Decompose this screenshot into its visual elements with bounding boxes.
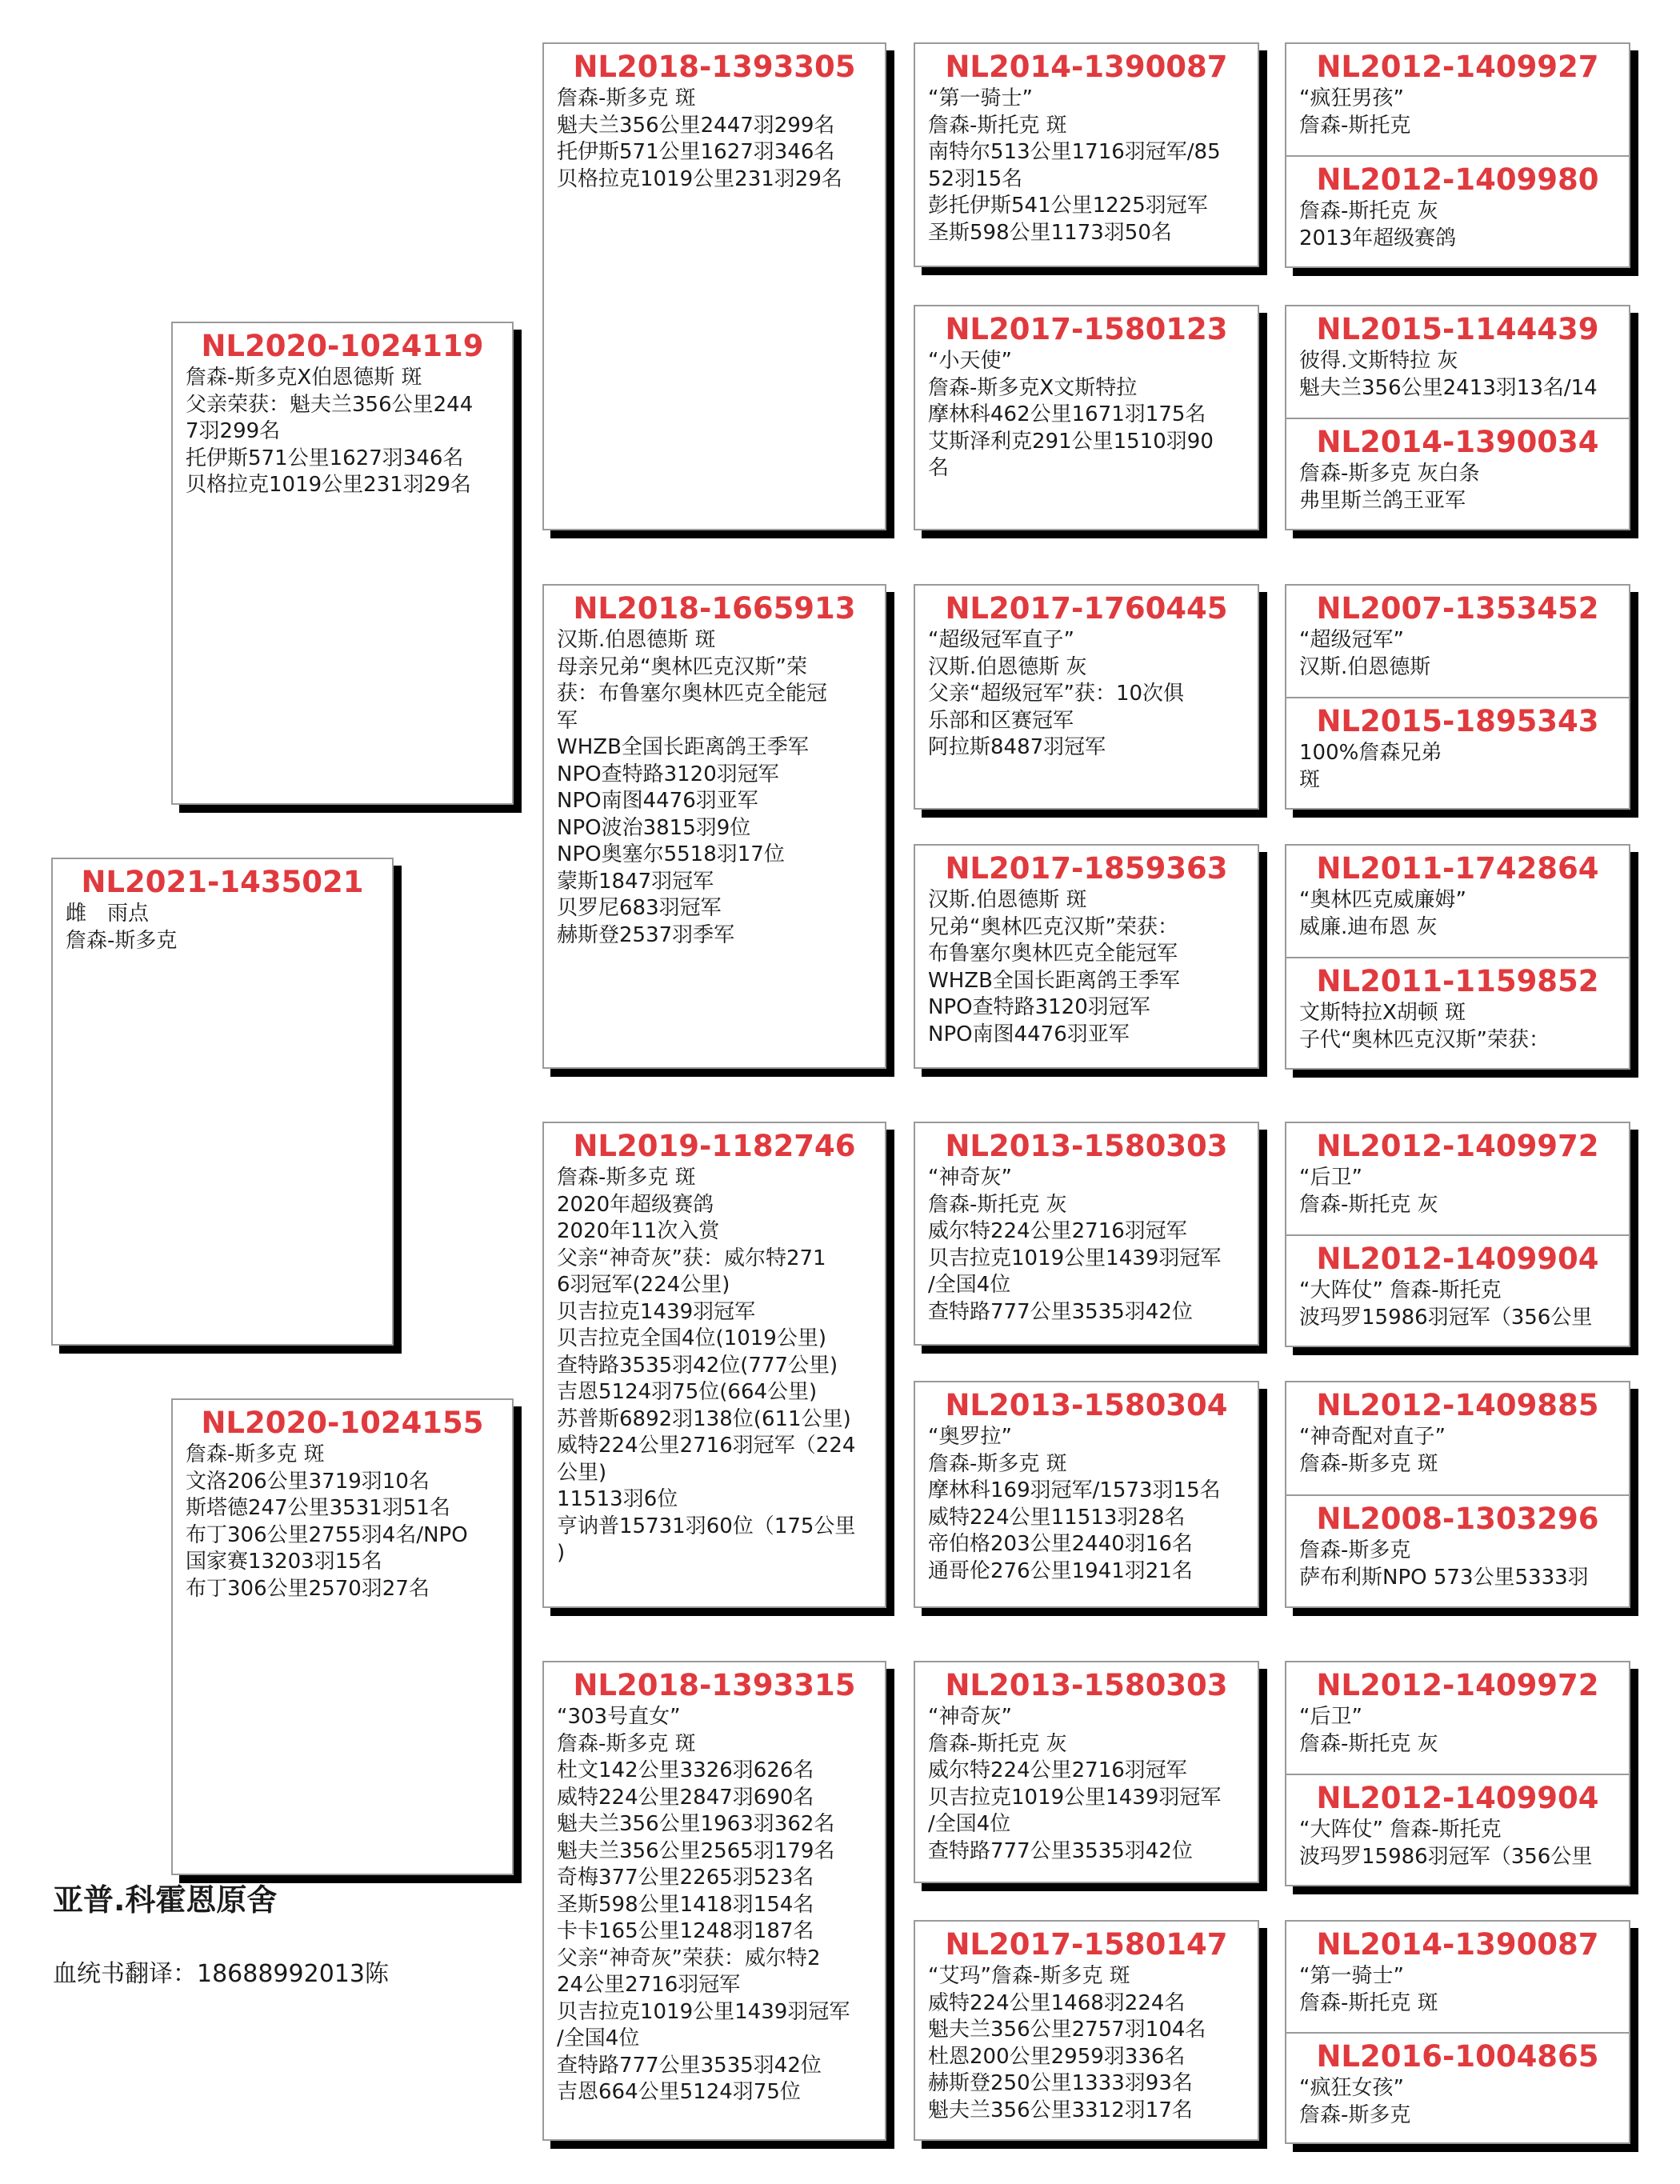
dam-dam-dam-card [914, 1920, 1259, 2141]
pedigree-entry [1286, 1382, 1629, 1494]
pigeon-detail-line: 布丁306公里2570羽27名 [186, 1576, 430, 1601]
pedigree-entry [1286, 586, 1629, 697]
pigeon-detail-line: 查特路777公里3535羽42位 [557, 2053, 822, 2078]
dam-card [171, 1398, 514, 1875]
pedigree-entry [544, 1662, 885, 2139]
pedigree-entry [915, 1662, 1258, 1882]
pigeon-detail-line: 苏普斯6892羽138位(611公里) [557, 1406, 851, 1431]
ring-number: NL2017-1580123 [945, 312, 1228, 346]
pigeon-detail-line: 彼得.文斯特拉 灰 [1299, 349, 1458, 373]
pigeon-detail-line: 文洛206公里3719羽10名 [186, 1469, 430, 1494]
pigeon-detail-line: 父亲“超级冠军”获：10次俱 [928, 682, 1185, 706]
great-grandparents-card-2 [1285, 305, 1630, 530]
ring-number: NL2020-1024119 [201, 329, 484, 363]
pigeon-detail-line: “超级冠军直子” [928, 628, 1074, 652]
pigeon-detail-line: 24公里2716羽冠军 [557, 1973, 741, 1997]
pigeon-detail-line: 布鲁塞尔奥林匹克全能冠军 [928, 942, 1178, 966]
pigeon-detail-line: 杜恩200公里2959羽336名 [928, 2044, 1186, 2069]
pigeon-detail-line: 詹森-斯托克 灰 [1299, 1192, 1438, 1217]
pedigree-entry [1286, 2032, 1629, 2142]
ring-number: NL2012-1409972 [1316, 1668, 1599, 1702]
great-grandparents-card-5 [1285, 1122, 1630, 1347]
pigeon-detail-line: “第一骑士” [1299, 1964, 1404, 1988]
pedigree-entry [544, 1123, 885, 1606]
pigeon-detail-line: 魁夫兰356公里2447羽299名 [557, 113, 835, 138]
pigeon-detail-line: “神奇灰” [928, 1705, 1012, 1729]
pedigree-entry [173, 1400, 512, 1874]
pigeon-detail-line: “疯狂女孩” [1299, 2076, 1404, 2100]
pedigree-entry [915, 44, 1258, 266]
pigeon-detail-line: 詹森-斯多克 [66, 928, 178, 953]
pigeon-detail-line: 赫斯登2537羽季军 [557, 922, 735, 947]
pigeon-detail-line: 詹森-斯托克 斑 [1299, 1990, 1438, 2015]
pedigree-entry [1286, 44, 1629, 155]
pigeon-detail-line: /全国4位 [928, 1273, 1011, 1297]
great-grandparents-card-3 [1285, 584, 1630, 810]
pigeon-detail-line: NPO奥塞尔5518羽17位 [557, 842, 785, 866]
pedigree-entry [173, 323, 512, 803]
pigeon-detail-line: 汉斯.伯恩德斯 斑 [928, 888, 1087, 912]
ring-number: NL2008-1303296 [1316, 1502, 1599, 1536]
translator-contact: 血统书翻译：18688992013陈 [53, 1960, 389, 1988]
pigeon-detail-line: 艾斯泽利克291公里1510羽90 [928, 429, 1214, 454]
pigeon-detail-line: 吉恩5124羽75位(664公里) [557, 1380, 818, 1404]
dam-sire-sire-card [914, 1122, 1259, 1346]
pigeon-detail-line: 公里) [557, 1460, 607, 1485]
pigeon-detail-line: 詹森-斯多克 [1299, 2102, 1411, 2127]
great-grandparents-card-4 [1285, 844, 1630, 1070]
pedigree-entry [1286, 1234, 1629, 1346]
pigeon-detail-line: 赫斯登250公里1333羽93名 [928, 2071, 1193, 2095]
pigeon-detail-line: 汉斯.伯恩德斯 灰 [928, 654, 1087, 679]
ring-number: NL2012-1409927 [1316, 50, 1599, 84]
sire-dam-dam-card [914, 844, 1259, 1069]
pedigree-entry [1286, 306, 1629, 418]
pigeon-detail-line: “后卫” [1299, 1166, 1362, 1190]
pigeon-detail-line: 布丁306公里2755羽4名/NPO [186, 1522, 468, 1547]
ring-number: NL2016-1004865 [1316, 2039, 1599, 2074]
ring-number: NL2011-1159852 [1316, 964, 1599, 998]
pigeon-detail-line: “大阵仗” 詹森-斯托克 [1299, 1278, 1502, 1302]
pigeon-detail-line: 汉斯.伯恩德斯 斑 [557, 628, 716, 652]
sire-dam-sire-card [914, 584, 1259, 810]
pigeon-detail-line: 贝吉拉克全国4位(1019公里) [557, 1326, 826, 1350]
pigeon-detail-line: WHZB全国长距离鸽王季军 [928, 968, 1180, 993]
ring-number: NL2019-1182746 [573, 1129, 856, 1163]
pigeon-detail-line: 贝吉拉克1019公里1439羽冠军 [928, 1785, 1222, 1810]
pigeon-detail-line: 贝格拉克1019公里231羽29名 [557, 166, 842, 191]
ring-number: NL2012-1409885 [1316, 1388, 1599, 1422]
pigeon-detail-line: 52羽15名 [928, 166, 1023, 191]
pigeon-detail-line: 南特尔513公里1716羽冠军/85 [928, 140, 1221, 164]
ring-number: NL2018-1393305 [573, 50, 856, 84]
pigeon-detail-line: 卡卡165公里1248羽187名 [557, 1919, 814, 1943]
pigeon-detail-line: 詹森-斯托克 [1299, 113, 1411, 138]
pigeon-detail-line: 圣斯598公里1418羽154名 [557, 1892, 814, 1917]
pigeon-detail-line: 詹森-斯多克 斑 [557, 1166, 696, 1190]
sire-sire-dam-card [914, 305, 1259, 530]
pigeon-detail-line: 国家赛13203羽15名 [186, 1550, 382, 1574]
pigeon-detail-line: 詹森-斯托克 灰 [1299, 1731, 1438, 1756]
pigeon-detail-line: 6羽冠军(224公里) [557, 1273, 730, 1297]
pigeon-detail-line: 100%詹森兄弟 [1299, 741, 1442, 765]
pigeon-detail-line: 威廉.迪布恩 灰 [1299, 914, 1438, 939]
pigeon-detail-line: 波玛罗15986羽冠军（356公里 [1299, 1844, 1593, 1869]
pigeon-detail-line: NPO查特路3120羽冠军 [557, 762, 779, 786]
ring-number: NL2007-1353452 [1316, 591, 1599, 626]
ring-number: NL2013-1580303 [945, 1668, 1228, 1702]
pigeon-detail-line: 父亲“神奇灰”荣获：威尔特2 [557, 1946, 821, 1970]
pigeon-detail-line: 2020年11次入赏 [557, 1219, 720, 1243]
pigeon-detail-line: 2013年超级赛鸽 [1299, 226, 1457, 250]
ring-number: NL2017-1859363 [945, 851, 1228, 886]
ring-number: NL2015-1144439 [1316, 312, 1599, 346]
pigeon-detail-line: 弗里斯兰鸽王亚军 [1299, 488, 1466, 513]
dam-sire-card [542, 1122, 886, 1608]
pigeon-detail-line: 通哥伦276公里1941羽21名 [928, 1558, 1193, 1583]
great-grandparents-card-8 [1285, 1920, 1630, 2144]
ring-number: NL2021-1435021 [81, 865, 364, 899]
pigeon-detail-line: NPO南图4476羽亚军 [557, 789, 758, 813]
pigeon-detail-line: “303号直女” [557, 1705, 681, 1729]
pigeon-detail-line: 魁夫兰356公里2757羽104名 [928, 2018, 1206, 2042]
pigeon-detail-line: 詹森-斯多克 灰白条 [1299, 462, 1480, 486]
pigeon-detail-line: 威尔特224公里2716羽冠军 [928, 1758, 1187, 1782]
pigeon-detail-line: 蒙斯1847羽冠军 [557, 869, 714, 894]
pigeon-detail-line: 威特224公里2716羽冠军（224 [557, 1434, 856, 1458]
dam-dam-card [542, 1661, 886, 2141]
great-grandparents-card-7 [1285, 1661, 1630, 1886]
pigeon-detail-line: “大阵仗” 詹森-斯托克 [1299, 1818, 1502, 1842]
pedigree-entry [1286, 1123, 1629, 1234]
pedigree-entry [1286, 1662, 1629, 1774]
pigeon-detail-line: 魁夫兰356公里1963羽362名 [557, 1812, 835, 1836]
pigeon-detail-line: 父亲“神奇灰”获：威尔特271 [557, 1246, 826, 1270]
pigeon-detail-line: 斯塔德247公里3531羽51名 [186, 1496, 450, 1520]
pigeon-detail-line: 父亲荣获：魁夫兰356公里244 [186, 392, 474, 417]
pigeon-detail-line: 詹森-斯多克 斑 [557, 1731, 696, 1756]
pigeon-detail-line: 母亲兄弟“奥林匹克汉斯”荣 [557, 654, 807, 679]
pigeon-detail-line: 詹森-斯托克 灰 [928, 1731, 1067, 1756]
dam-sire-dam-card [914, 1381, 1259, 1608]
pedigree-entry [53, 859, 392, 1344]
pigeon-detail-line: 7羽299名 [186, 419, 281, 443]
pigeon-detail-line: 名 [928, 456, 950, 480]
pigeon-detail-line: 詹森-斯托克 灰 [1299, 199, 1438, 223]
pigeon-detail-line: 詹森-斯托克 斑 [928, 113, 1067, 138]
pigeon-detail-line: 詹森-斯多克 斑 [928, 1451, 1067, 1476]
pigeon-detail-line: NPO南图4476羽亚军 [928, 1022, 1130, 1046]
pigeon-detail-line: 兄弟“奥林匹克汉斯”荣获： [928, 914, 1178, 939]
ring-number: NL2014-1390034 [1316, 425, 1599, 459]
pigeon-detail-line: 奇梅377公里2265羽523名 [557, 1866, 814, 1890]
pigeon-detail-line: 威特224公里2847羽690名 [557, 1785, 814, 1810]
pedigree-entry [1286, 957, 1629, 1068]
pigeon-detail-line: 杜文142公里3326羽626名 [557, 1758, 814, 1782]
pedigree-entry [1286, 846, 1629, 957]
pigeon-detail-line: 贝吉拉克1439羽冠军 [557, 1299, 756, 1324]
ring-number: NL2017-1760445 [945, 591, 1228, 626]
pigeon-detail-line: 亨讷普15731羽60位（175公里 [557, 1514, 856, 1538]
pigeon-detail-line: 波玛罗15986羽冠军（356公里 [1299, 1305, 1593, 1330]
dam-dam-sire-card [914, 1661, 1259, 1883]
pigeon-detail-line: 詹森-斯多克X文斯特拉 [928, 375, 1138, 400]
sire-sire-sire-card [914, 42, 1259, 267]
ring-number: NL2012-1409972 [1316, 1129, 1599, 1163]
ring-number: NL2014-1390087 [1316, 1927, 1599, 1962]
pigeon-detail-line: 萨布利斯NPO 573公里5333羽 [1299, 1565, 1589, 1590]
ring-number: NL2012-1409904 [1316, 1242, 1599, 1276]
pigeon-detail-line: 2020年超级赛鸽 [557, 1192, 714, 1217]
pigeon-detail-line: 帝伯格203公里2440羽16名 [928, 1532, 1193, 1556]
ring-number: NL2018-1393315 [573, 1668, 856, 1702]
loft-name: 亚普.科霍恩原舍 [53, 1882, 278, 1918]
ring-number: NL2015-1895343 [1316, 704, 1599, 738]
pigeon-detail-line: 詹森-斯托克 灰 [928, 1192, 1067, 1217]
pigeon-detail-line: /全国4位 [557, 2026, 640, 2050]
pigeon-detail-line: /全国4位 [928, 1812, 1011, 1836]
ring-number: NL2013-1580303 [945, 1129, 1228, 1163]
pedigree-entry [915, 586, 1258, 808]
ring-number: NL2018-1665913 [573, 591, 856, 626]
pigeon-detail-line: 彭托伊斯541公里1225羽冠军 [928, 194, 1208, 218]
pedigree-entry [1286, 1494, 1629, 1606]
pigeon-detail-line: “神奇配对直子” [1299, 1425, 1446, 1449]
pigeon-detail-line: 查特路777公里3535羽42位 [928, 1299, 1193, 1324]
pigeon-detail-line: 吉恩664公里5124羽75位 [557, 2080, 801, 2104]
pigeon-detail-line: 文斯特拉X胡顿 斑 [1299, 1001, 1466, 1025]
pigeon-detail-line: WHZB全国长距离鸽王季军 [557, 735, 809, 759]
ring-number: NL2011-1742864 [1316, 851, 1599, 886]
pigeon-detail-line: “艾玛”詹森-斯多克 斑 [928, 1964, 1130, 1988]
ring-number: NL2014-1390087 [945, 50, 1228, 84]
sire-card [171, 322, 514, 805]
pigeon-detail-line: 获：布鲁塞尔奥林匹克全能冠 [557, 682, 828, 706]
pigeon-detail-line: NPO波治3815羽9位 [557, 815, 751, 840]
pigeon-detail-line: 魁夫兰356公里2565羽179名 [557, 1838, 835, 1863]
pigeon-detail-line: 詹森-斯多克 斑 [557, 86, 696, 110]
ring-number: NL2017-1580147 [945, 1927, 1228, 1962]
pedigree-entry [915, 306, 1258, 529]
pigeon-detail-line: 子代“奥林匹克汉斯”荣获： [1299, 1027, 1550, 1052]
pigeon-detail-line: 威尔特224公里2716羽冠军 [928, 1219, 1187, 1243]
pedigree-entry [1286, 1922, 1629, 2032]
ring-number: NL2013-1580304 [945, 1388, 1228, 1422]
pigeon-detail-line: “奥罗拉” [928, 1425, 1012, 1449]
pigeon-detail-line: ) [557, 1541, 566, 1565]
pigeon-detail-line: 贝吉拉克1019公里1439羽冠军 [928, 1246, 1222, 1270]
ring-number: NL2012-1409904 [1316, 1781, 1599, 1815]
pigeon-detail-line: “神奇灰” [928, 1166, 1012, 1190]
pedigree-entry [544, 44, 885, 529]
subject-pigeon-card [51, 858, 394, 1346]
pigeon-detail-line: 查特路3535羽42位(777公里) [557, 1353, 838, 1378]
pigeon-detail-line: “小天使” [928, 349, 1012, 373]
pigeon-detail-line: 斑 [1299, 767, 1321, 792]
pedigree-entry [1286, 1774, 1629, 1885]
pigeon-detail-line: 摩林科462公里1671羽175名 [928, 402, 1206, 426]
pedigree-entry [915, 1123, 1258, 1344]
ring-number: NL2020-1024155 [201, 1406, 484, 1440]
pigeon-detail-line: 贝吉拉克1019公里1439羽冠军 [557, 1999, 850, 2024]
pigeon-detail-line: “超级冠军” [1299, 628, 1404, 652]
pigeon-detail-line: 魁夫兰356公里3312羽17名 [928, 2098, 1193, 2122]
pigeon-detail-line: 11513羽6位 [557, 1487, 678, 1511]
pedigree-entry [915, 846, 1258, 1067]
pedigree-entry [1286, 418, 1629, 529]
pigeon-detail-line: 汉斯.伯恩德斯 [1299, 654, 1431, 679]
pedigree-entry [915, 1382, 1258, 1606]
pigeon-detail-line: 威特224公里1468羽224名 [928, 1990, 1186, 2015]
pigeon-detail-line: “第一骑士” [928, 86, 1033, 110]
pigeon-detail-line: 詹森-斯多克X伯恩德斯 斑 [186, 366, 422, 390]
sire-sire-card [542, 42, 886, 530]
pigeon-detail-line: 摩林科169羽冠军/1573羽15名 [928, 1478, 1221, 1502]
sire-dam-card [542, 584, 886, 1069]
pigeon-detail-line: 威特224公里11513羽28名 [928, 1505, 1186, 1530]
pigeon-detail-line: 查特路777公里3535羽42位 [928, 1838, 1193, 1863]
pigeon-detail-line: NPO查特路3120羽冠军 [928, 995, 1150, 1019]
pigeon-detail-line: 詹森-斯多克 斑 [186, 1442, 325, 1466]
pigeon-detail-line: “奥林匹克威廉姆” [1299, 888, 1466, 912]
pigeon-detail-line: 托伊斯571公里1627羽346名 [186, 446, 464, 470]
ring-number: NL2012-1409980 [1316, 162, 1599, 197]
pedigree-entry [915, 1922, 1258, 2139]
pigeon-detail-line: 魁夫兰356公里2413羽13名/14 [1299, 375, 1598, 400]
pigeon-detail-line: 军 [557, 708, 578, 733]
pigeon-detail-line: 乐部和区赛冠军 [928, 708, 1074, 733]
pigeon-detail-line: 詹森-斯多克 [1299, 1538, 1411, 1562]
pedigree-entry [1286, 697, 1629, 808]
pigeon-detail-line: 贝罗尼683羽冠军 [557, 896, 722, 920]
pigeon-detail-line: “疯狂男孩” [1299, 86, 1404, 110]
pigeon-detail-line: 贝格拉克1019公里231羽29名 [186, 473, 471, 497]
pigeon-detail-line: 托伊斯571公里1627羽346名 [557, 140, 835, 164]
pigeon-detail-line: 詹森-斯多克 斑 [1299, 1451, 1438, 1476]
pigeon-detail-line: “后卫” [1299, 1705, 1362, 1729]
pigeon-detail-line: 阿拉斯8487羽冠军 [928, 735, 1106, 759]
great-grandparents-card-6 [1285, 1381, 1630, 1608]
pigeon-detail-line: 圣斯598公里1173羽50名 [928, 220, 1172, 245]
great-grandparents-card-1 [1285, 42, 1630, 268]
pigeon-detail-line: 雌 雨点 [66, 902, 150, 926]
pedigree-entry [544, 586, 885, 1067]
pedigree-entry [1286, 155, 1629, 266]
